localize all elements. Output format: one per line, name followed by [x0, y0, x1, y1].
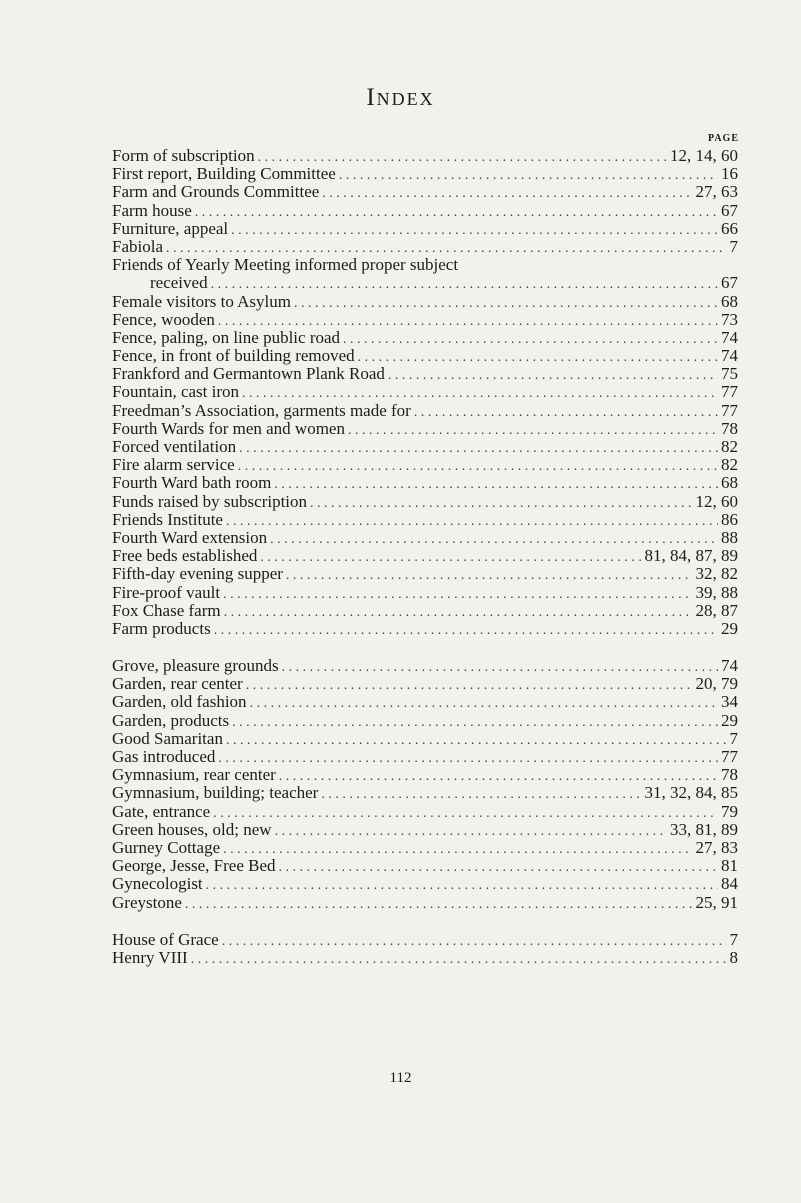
index-entry-term: Garden, products [112, 710, 230, 730]
index-entry [112, 748, 738, 766]
dot-leader [286, 567, 693, 585]
dot-leader [321, 786, 641, 804]
index-entry-pages: 82 [721, 455, 738, 475]
index-entry [112, 329, 738, 347]
index-entry [112, 220, 738, 238]
index-entry [112, 274, 738, 292]
index-entry-term: Free beds established [112, 546, 258, 566]
index-entry-term: George, Jesse, Free Bed [112, 856, 276, 876]
index-entry-term: Freedman’s Association, garments made for [112, 400, 411, 420]
index-entry [112, 529, 738, 547]
index-entry-term: Garden, old fashion [112, 692, 247, 712]
index-entry-pages: 12, 14, 60 [670, 146, 738, 165]
index-entry-pages: 7 [729, 236, 738, 256]
index-entry-term: Frankford and Germantown Plank Road [112, 364, 385, 384]
index-entry-term: Fence, wooden [112, 309, 215, 329]
dot-leader [358, 349, 718, 367]
index-entry [112, 511, 738, 529]
index-entry-term: received [150, 273, 208, 293]
index-list [112, 147, 738, 967]
dot-leader [343, 331, 718, 349]
index-entry-term: Garden, rear center [112, 674, 243, 694]
index-entry [112, 894, 738, 912]
index-entry [112, 857, 738, 875]
index-entry-term: Gymnasium, rear center [112, 765, 276, 785]
index-entry-term-line: Friends of Yearly Meeting informed proper subject [112, 255, 459, 275]
dot-leader [222, 933, 727, 951]
index-entry [112, 165, 738, 183]
dot-leader [294, 295, 718, 313]
index-entry-term: Fabiola [112, 236, 163, 256]
page-column-label: PAGE [707, 133, 739, 144]
dot-leader [223, 841, 692, 859]
index-entry [112, 730, 738, 748]
index-entry-pages: 12, 60 [695, 491, 738, 511]
index-entry-term: Furniture, appeal [112, 218, 229, 238]
dot-leader [348, 422, 718, 440]
index-entry-pages: 25, 91 [695, 892, 738, 912]
index-entry-pages: 77 [721, 400, 738, 420]
index-entry-pages: 81, 84, 87, 89 [644, 546, 738, 566]
index-entry-term: Gymnasium, building; teacher [112, 783, 319, 803]
index-entry-pages: 8 [729, 947, 738, 967]
index-entry [112, 602, 738, 620]
dot-leader [195, 204, 718, 222]
dot-leader [231, 222, 718, 240]
dot-leader [218, 750, 718, 768]
index-entry [112, 839, 738, 857]
index-entry [112, 766, 738, 784]
index-entry-term: Gynecologist [112, 874, 203, 894]
index-entry-pages: 75 [721, 364, 738, 384]
index-entry [112, 803, 738, 821]
index-entry [112, 293, 738, 311]
index-entry [112, 675, 738, 693]
index-entry-pages: 66 [721, 218, 738, 238]
index-entry-term: Greystone [112, 892, 182, 912]
index-entry-term: Good Samaritan [112, 728, 223, 748]
page-number: 112 [389, 1070, 412, 1086]
dot-leader [260, 549, 641, 567]
index-entry-pages: 82 [721, 437, 738, 456]
index-entry-term: Fourth Ward extension [112, 527, 268, 547]
dot-leader [250, 695, 718, 713]
dot-leader [339, 167, 718, 185]
index-entry-term: Funds raised by subscription [112, 491, 308, 511]
index-entry [112, 183, 738, 201]
index-entry-term: Friends Institute [112, 509, 223, 529]
index-entry [112, 620, 738, 638]
index-entry-term: Green houses, old; new [112, 819, 272, 839]
dot-leader [213, 805, 718, 823]
index-entry-pages: 20, 79 [695, 674, 738, 694]
dot-leader [223, 586, 692, 604]
index-entry-pages: 31, 32, 84, 85 [644, 783, 738, 803]
index-entry-term: Henry VIII [112, 947, 188, 967]
index-entry-pages: 67 [721, 200, 738, 220]
index-entry [112, 474, 738, 492]
index-entry [112, 365, 738, 383]
group-separator [112, 912, 738, 931]
index-entry-term: Grove, pleasure grounds [112, 656, 279, 676]
index-entry-term: Forced ventilation [112, 437, 237, 456]
index-entry [112, 238, 738, 256]
index-entry [112, 420, 738, 438]
index-entry-pages: 29 [721, 618, 738, 638]
index-entry [112, 402, 738, 420]
index-entry [112, 949, 738, 967]
index-entry [112, 584, 738, 602]
index-entry-pages: 28, 87 [695, 600, 738, 620]
index-entry [112, 693, 738, 711]
index-entry-term: Gas introduced [112, 747, 216, 766]
index-entry-pages: 68 [721, 291, 738, 311]
index-entry-pages: 29 [721, 710, 738, 730]
index-entry-term: Fourth Wards for men and women [112, 418, 345, 438]
index-entry-term: Female visitors to Asylum [112, 291, 291, 311]
index-entry-term: Fire alarm service [112, 455, 235, 475]
index-entry-term: Gate, entrance [112, 801, 211, 821]
index-entry [112, 438, 738, 456]
index-entry-term: Fifth-day evening supper [112, 564, 283, 584]
dot-leader [414, 404, 718, 422]
dot-leader [238, 458, 718, 476]
index-entry-pages: 27, 83 [695, 837, 738, 857]
index-entry [112, 784, 738, 802]
index-entry-pages: 34 [721, 692, 738, 712]
index-entry-pages: 77 [721, 382, 738, 402]
index-entry-term: Fire-proof vault [112, 582, 221, 602]
index-entry-term: Fox Chase farm [112, 600, 221, 620]
index-entry-pages: 74 [721, 346, 738, 366]
dot-leader [224, 604, 693, 622]
dot-leader [279, 859, 718, 877]
dot-leader [322, 185, 692, 203]
index-entry-pages: 33, 81, 89 [670, 819, 738, 839]
index-entry-pages: 27, 63 [695, 182, 738, 202]
index-entry-pages: 81 [721, 856, 738, 876]
index-entry-pages: 74 [721, 327, 738, 347]
index-entry [112, 657, 738, 675]
index-entry [112, 547, 738, 565]
index-entry-pages: 68 [721, 473, 738, 493]
dot-leader [214, 622, 718, 640]
index-entry-pages: 7 [729, 929, 738, 949]
index-entry [112, 712, 738, 730]
index-entry [112, 347, 738, 365]
index-entry-term: Fence, in front of building removed [112, 346, 355, 366]
dot-leader [206, 877, 718, 895]
dot-leader [191, 951, 727, 969]
dot-leader [226, 732, 727, 750]
group-separator [112, 638, 738, 657]
index-entry-pages: 88 [721, 527, 738, 547]
index-entry [112, 875, 738, 893]
index-entry [112, 311, 738, 329]
dot-leader [232, 714, 718, 732]
index-entry [112, 493, 738, 511]
index-entry-term: Farm house [112, 200, 192, 220]
dot-leader [388, 367, 718, 385]
index-entry-term: House of Grace [112, 929, 219, 949]
index-entry-pages: 32, 82 [695, 564, 738, 584]
index-entry-term: Farm and Grounds Committee [112, 182, 320, 202]
index-entry-pages: 77 [721, 747, 738, 766]
index-entry [112, 456, 738, 474]
index-entry-term: Farm products [112, 618, 211, 638]
index-entry-term: Fountain, cast iron [112, 382, 240, 402]
index-entry-pages: 39, 88 [695, 582, 738, 602]
dot-leader [274, 476, 718, 494]
index-entry [112, 931, 738, 949]
index-entry-term: Fence, paling, on line public road [112, 327, 341, 347]
dot-leader [226, 513, 718, 531]
index-entry [112, 383, 738, 401]
dot-leader [282, 659, 718, 677]
index-entry [112, 565, 738, 583]
index-entry-pages: 73 [721, 309, 738, 329]
dot-leader [239, 440, 718, 458]
index-entry-pages: 78 [721, 418, 738, 438]
index-entry [112, 821, 738, 839]
dot-leader [185, 896, 693, 914]
index-entry-pages: 67 [721, 273, 738, 293]
index-entry-term: Fourth Ward bath room [112, 473, 272, 493]
index-entry-pages: 84 [721, 874, 738, 894]
page-title: Index [366, 84, 435, 111]
index-entry [112, 147, 738, 165]
index-entry-pages: 74 [721, 656, 738, 676]
index-entry-pages: 78 [721, 765, 738, 785]
index-entry-pages: 86 [721, 509, 738, 529]
index-entry-pages: 79 [721, 801, 738, 821]
index-entry-term: First report, Building Committee [112, 164, 336, 184]
dot-leader [310, 495, 692, 513]
dot-leader [246, 677, 693, 695]
dot-leader [275, 823, 667, 841]
index-entry-pages: 16 [721, 164, 738, 184]
index-entry [112, 202, 738, 220]
index-entry-term: Form of subscription [112, 146, 255, 165]
index-entry-pages: 7 [729, 728, 738, 748]
index-entry-term: Gurney Cottage [112, 837, 221, 857]
